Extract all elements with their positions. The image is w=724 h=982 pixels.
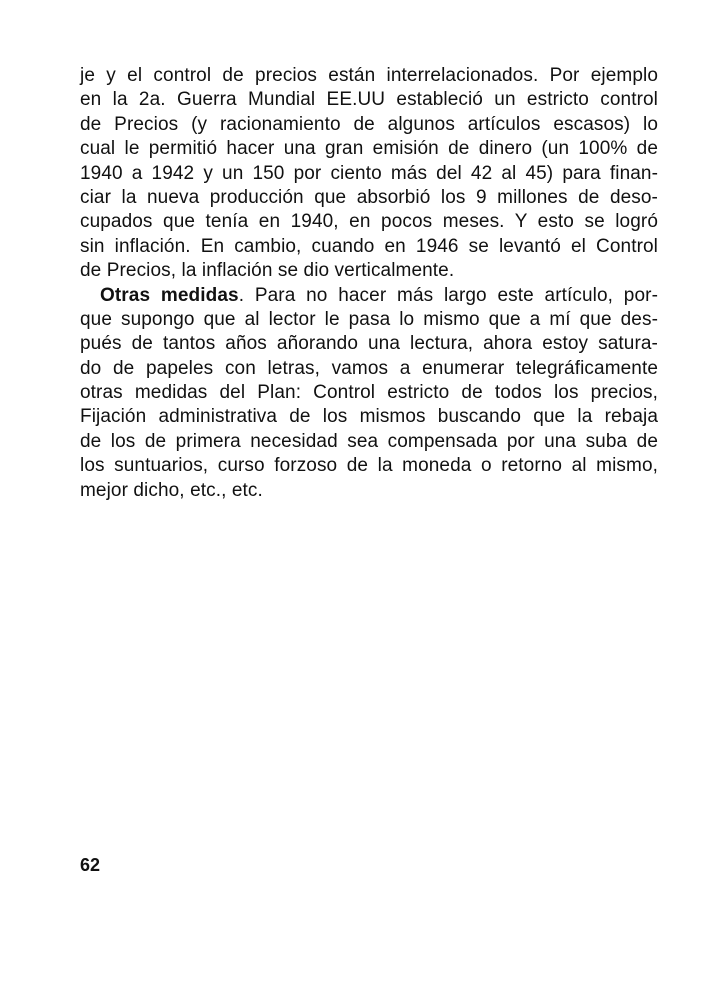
body-text bbox=[80, 64, 658, 503]
page-number: 62 bbox=[80, 855, 101, 875]
text-line: ciar la nueva producción que absorbió los 9 millones de deso- bbox=[80, 186, 658, 208]
text-line: en la 2a. Guerra Mundial EE.UU estableció un estricto control bbox=[80, 89, 658, 111]
text-line: je y el control de precios están interrelacionados. Por ejemplo bbox=[80, 65, 658, 86]
paragraph-price-control bbox=[80, 64, 658, 284]
text-line: de los de primera necesidad sea compensada por una suba de bbox=[80, 430, 658, 452]
text-line: Fijación administrativa de los mismos buscando que la rebaja bbox=[80, 406, 658, 428]
text-line: sin inflación. En cambio, cuando en 1946 se levantó el Control bbox=[80, 235, 658, 257]
text-line: mejor dicho, etc., etc. bbox=[80, 479, 263, 501]
text-line: que supongo que al lector le pasa lo mismo que a mí que des- bbox=[80, 308, 658, 330]
text-line: cual le permitió hacer una gran emisión de dinero (un 100% de bbox=[80, 138, 658, 160]
text-line: 1940 a 1942 y un 150 por ciento más del 42 al 45) para finan- bbox=[80, 162, 658, 184]
text-line: de Precios, la inflación se dio verticalmente. bbox=[80, 260, 455, 282]
text-line bbox=[80, 284, 658, 308]
text-line: de Precios (y racionamiento de algunos artículos escasos) lo bbox=[80, 113, 658, 135]
text-line: los suntuarios, curso forzoso de la moneda o retorno al mismo, bbox=[80, 455, 658, 477]
text-line: do de papeles con letras, vamos a enumerar telegráficamente bbox=[80, 357, 658, 379]
text-line: pués de tantos años añorando una lectura, ahora estoy satura- bbox=[80, 333, 658, 355]
text-line: otras medidas del Plan: Control estricto de todos los precios, bbox=[80, 382, 658, 404]
run-in-heading: Otras medidas bbox=[100, 284, 239, 306]
heading-line-rest: . Para no hacer más largo este artículo, por- bbox=[238, 284, 658, 306]
text-line: cupados que tenía en 1940, en pocos meses. Y esto se logró bbox=[80, 211, 658, 233]
paragraph-otras-medidas bbox=[80, 284, 658, 504]
